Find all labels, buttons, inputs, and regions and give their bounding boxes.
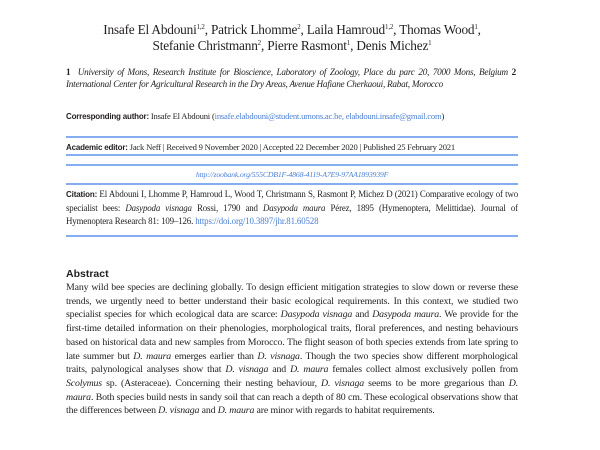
abstract-text: sp. (Asteraceae). Concerning their nesting behaviour, [101,377,322,389]
species-name: Dasypoda visnaga [125,202,192,213]
abstract-text: are minor with regards to habitat requirements. [254,405,435,417]
author-line-2: Stefanie Christmann$^2$, Pierre Rasmont$^1$, Denis Michez$^1$ [152,38,432,53]
divider [66,183,518,185]
abstract-text: Many wild bee species are declining globally. To design efficient mitigation strategies to slow down or reverse these trends, we urgently need to better understand their basic ecological requirements. In this context, we studied two specialist species for which ecological data are scarce: [66,282,518,321]
author-list [66,22,518,54]
abstract-text: emerges earlier than [171,350,258,362]
species-name: D. visnaga [158,405,200,417]
species-name: Dasypoda visnaga [280,309,353,321]
author-name: Thomas Wood [399,22,475,37]
abstract-text: and [268,364,291,376]
published-date: Published 25 February 2021 [363,142,455,152]
zoobank-link[interactable]: http://zoobank.org/555CDB1F-4868-4119-A7E9-97AA1893939F [195,170,389,179]
affiliations [66,66,518,90]
abstract-text: and [199,405,218,417]
abstract-text: females collect almost exclusively pollen from [328,364,518,376]
divider [66,136,518,138]
author-name: Patrick Lhomme [210,22,298,37]
abstract-body [66,281,518,418]
author-name: Denis Michez [356,38,429,53]
affiliation-superscript: 1 [346,39,351,47]
received-date: Received 9 November 2020 [166,142,258,152]
affiliation-superscript: 1 [474,23,478,31]
accepted-date: Accepted 22 December 2020 [262,142,358,152]
affiliation-superscript: 2 [297,23,301,31]
email-links[interactable]: insafe.elabdouni@student.umons.ac.be, elabdouni.insafe@gmail.com [214,111,442,121]
author-name: Pierre Rasmont [267,38,347,53]
affiliation-superscript: 1 [428,39,432,47]
affiliation-number: 2 [511,67,516,77]
species-name: D. maura [290,364,329,376]
species-name: D. maura [133,350,172,362]
affiliation-superscript: 1,2 [196,23,205,31]
species-name: Dasypoda maura [262,202,326,213]
author-name: Laila Hamroud [306,22,386,37]
doi-link[interactable]: https://doi.org/10.3897/jhr.81.60528 [195,216,319,226]
species-name: Dasypoda maura [372,309,440,321]
editorial-dates: Academic editor: Jack Neff | Received 9 November 2020 | Accepted 22 December 2020 | Published 25 February 2021 [66,142,455,152]
divider [66,235,518,237]
species-name: D. maura [66,377,519,403]
editor-label: Academic editor: [66,143,128,152]
citation-label: Citation: [66,190,98,199]
abstract-text: . Though the two species show different morphological traits, palynological analyses show that [66,350,518,376]
abstract-text: seems to be more gregarious than [364,377,509,389]
abstract-heading: Abstract [66,268,109,280]
divider [66,154,518,156]
abstract-text: . Both species build nests in sandy soil that can reach a depth of 80 cm. These ecological observations show that the differences between [66,391,518,417]
species-name: D. visnaga [321,377,365,389]
affiliation-superscript: 2 [257,39,261,47]
abstract-text: . We provide for the first-time detailed information on their phenologies, morphological traits, floral preferences, and nesting behaviours based on historical data and new samples from Morocco. The flight season of both species extends from late spring to late summer but [66,309,518,362]
affiliation-superscript: 1,2 [385,23,394,31]
corresponding-name: Insafe El Abdouni [150,111,210,121]
affiliation-number: 1 [66,67,71,77]
affiliation-2: International Center for Agricultural Research in the Dry Areas, Avenue Hafiane Cherkaoui, Rabat, Morocco [66,79,443,89]
author-line-1: Insafe El Abdouni$^{1,2}$, Patrick Lhomme$^2$, Laila Hamroud$^{1,2}$, Thomas Wood$^1$, [103,22,481,37]
author-name: Stefanie Christmann [152,38,258,53]
abstract-text: and [352,309,373,321]
divider [66,164,518,166]
corresponding-label: Corresponding author: [66,112,149,121]
corresponding-author: Corresponding author: Insafe El Abdouni (insafe.elabdouni@student.umons.ac.be, elabdouni.insafe@gmail.com) [66,111,445,121]
affiliation-1: University of Mons, Research Institute for Bioscience, Laboratory of Zoology, Place du parc 20, 7000 Mons, Belgium [77,67,508,77]
editor-name: Jack Neff [129,142,161,152]
species-name: D. visnaga [257,350,300,362]
species-name: D. maura [217,405,255,417]
species-name: Scolymus [66,377,102,389]
citation: Citation: El Abdouni I, Lhomme P, Hamroud L, Wood T, Christmann S, Rasmont P, Michez D (2021) Comparative ecology of two specialist bees: Dasypoda visnaga Rossi, 1790 and Dasypoda maura Pérez, 1895 (Hymenoptera, Melittidae). Journal of Hymenoptera Research 81: 109–126. https://doi.org/10.3897/jhr.81.60528 [66,189,518,226]
author-name: Insafe El Abdouni [103,22,197,37]
species-name: D. visnaga [225,364,269,376]
